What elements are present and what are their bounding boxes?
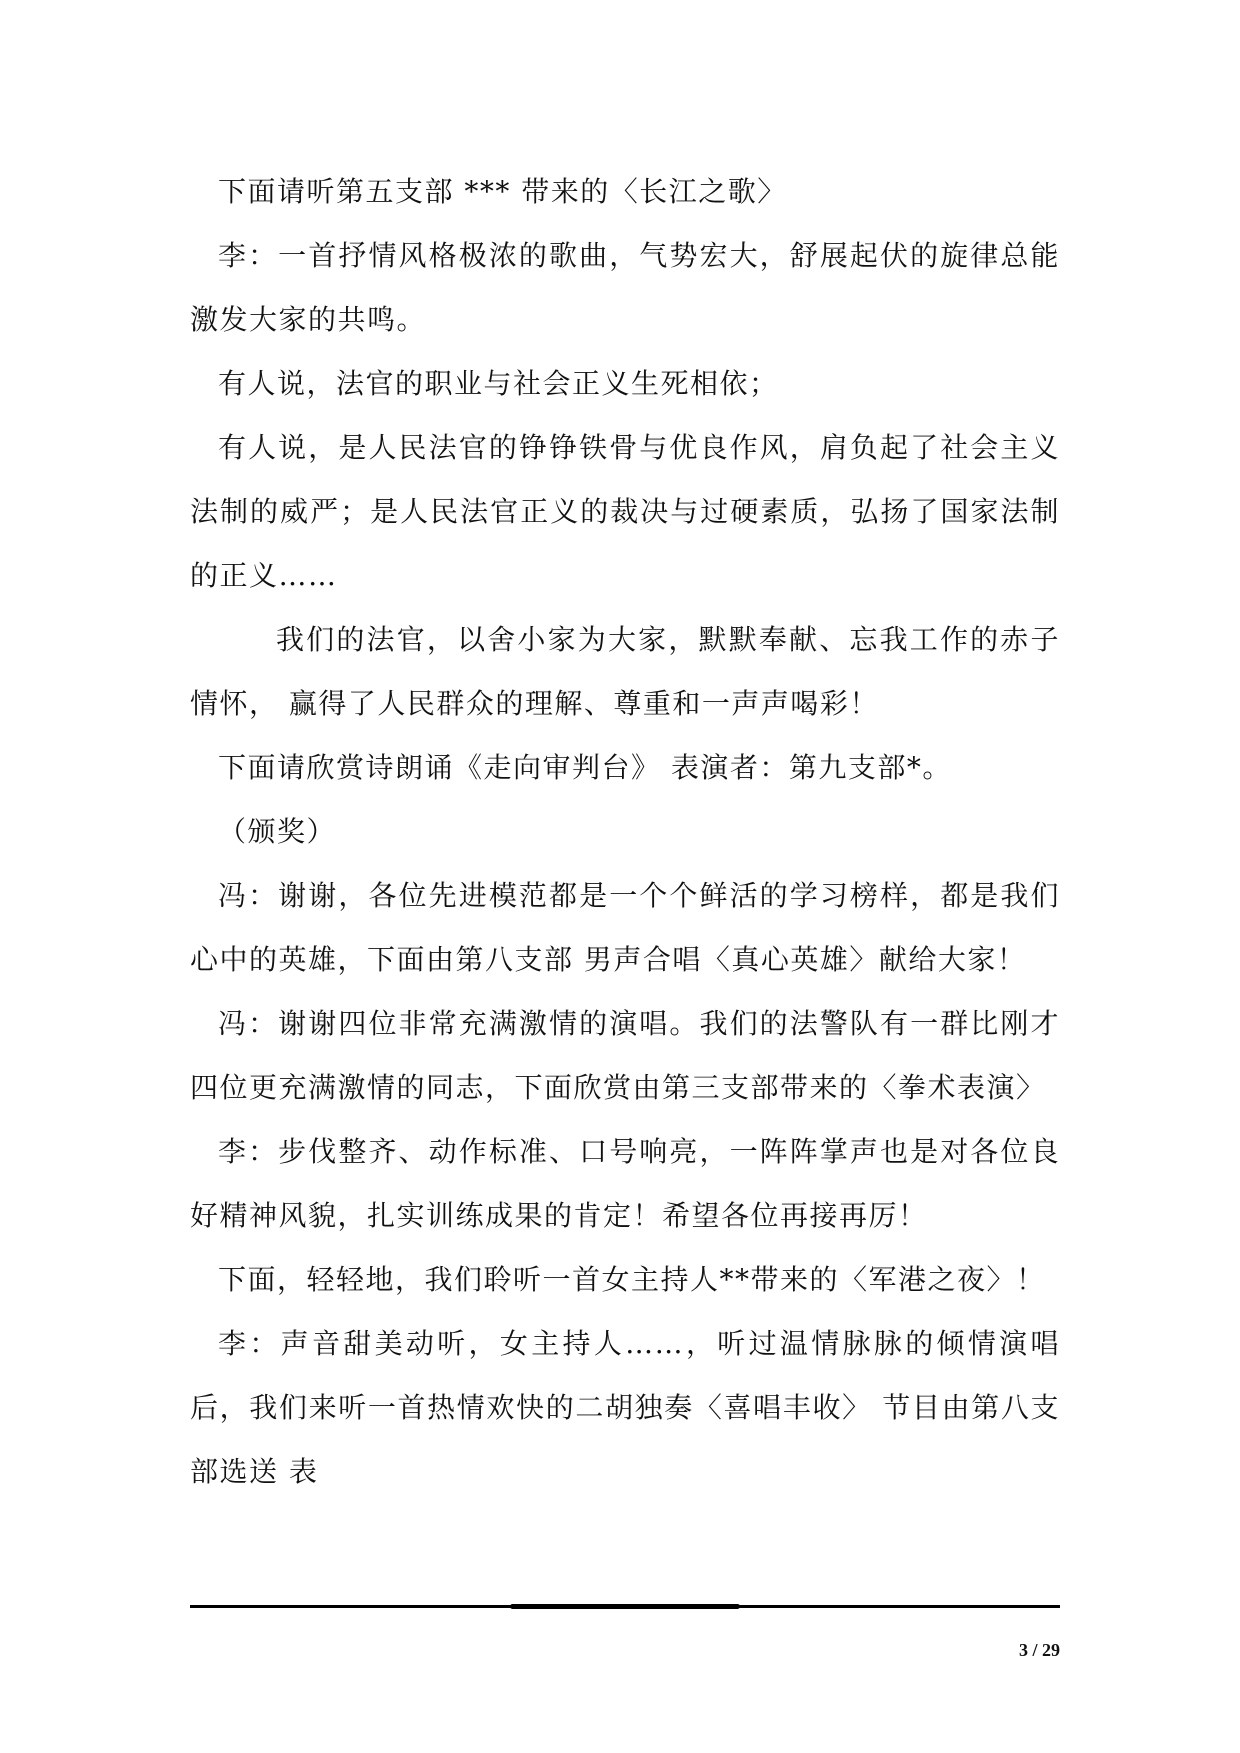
- footer-divider: [190, 1605, 1060, 1608]
- document-body: [190, 160, 1060, 1504]
- paragraph-award-note: （颁奖）: [218, 815, 337, 848]
- paragraph-li-comment-drill: 李：步伐整齐、动作标准、口号响亮，一阵阵掌声也是对各位良好精神风貌，扎实训练成果的肯定！希望各位再接再厉！: [190, 1135, 1060, 1232]
- paragraph-poem-recital: 下面请欣赏诗朗诵《走向审判台》 表演者：第九支部*。: [218, 751, 952, 784]
- paragraph-feng-thanks-models: 冯：谢谢，各位先进模范都是一个个鲜活的学习榜样，都是我们心中的英雄，下面由第八支部 男声合唱〈真心英雄〉献给大家！: [190, 879, 1060, 976]
- paragraph-feng-martial-arts: 冯：谢谢四位非常充满激情的演唱。我们的法警队有一群比刚才四位更充满激情的同志，下面欣赏由第三支部带来的〈拳术表演〉: [190, 1007, 1060, 1104]
- paragraph-harbor-night: 下面，轻轻地，我们聆听一首女主持人**带来的〈军港之夜〉！: [218, 1263, 1046, 1296]
- paragraph-program-intro-yangtze: 下面请听第五支部 *** 带来的〈长江之歌〉: [218, 175, 787, 208]
- paragraph-erhu-solo: 李：声音甜美动听，女主持人……，听过温情脉脉的倾情演唱后，我们来听一首热情欢快的二胡独奏〈喜唱丰收〉 节目由第八支部选送 表: [190, 1327, 1060, 1488]
- paragraph-judge-devotion: 我们的法官，以舍小家为大家，默默奉献、忘我工作的赤子情怀， 赢得了人民群众的理解、尊重和一声声喝彩！: [190, 623, 1060, 720]
- paragraph-li-comment-song: 李：一首抒情风格极浓的歌曲，气势宏大，舒展起伏的旋律总能激发大家的共鸣。: [190, 239, 1060, 336]
- paragraph-judge-dignity: 有人说，是人民法官的铮铮铁骨与优良作风，肩负起了社会主义法制的威严；是人民法官正义的裁决与过硬素质，弘扬了国家法制的正义……: [190, 431, 1060, 592]
- page-number: 3 / 29: [1018, 1640, 1060, 1660]
- paragraph-judge-career: 有人说，法官的职业与社会正义生死相依；: [218, 367, 779, 400]
